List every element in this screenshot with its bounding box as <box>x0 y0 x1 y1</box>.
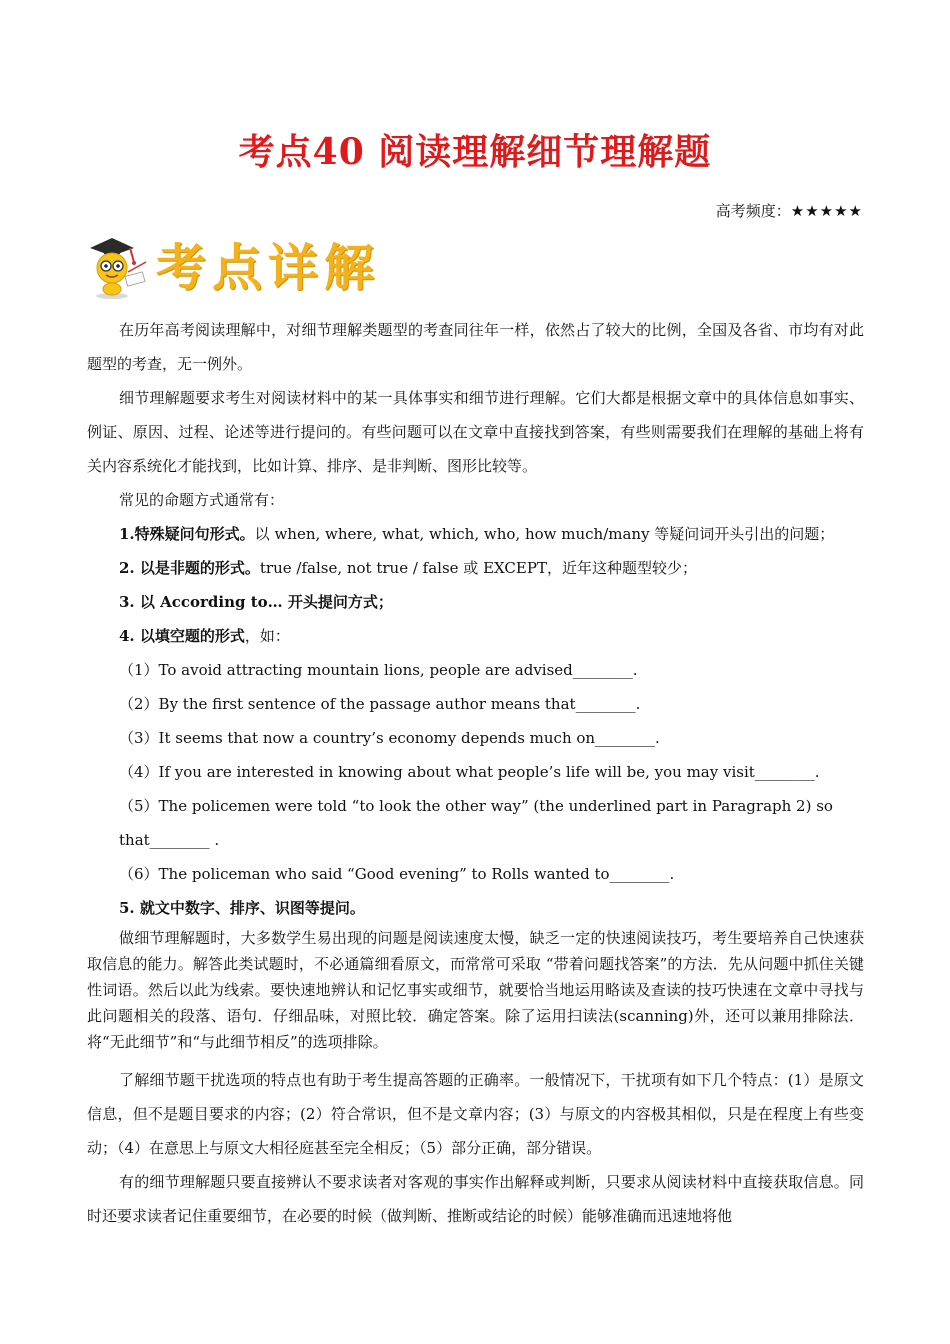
section-banner <box>86 232 406 302</box>
paragraph-intro: 在历年高考阅读理解中，对细节理解类题型的考查同往年一样，依然占了较大的比例，全国及各省、市均有对此题型的考查，无一例外。 <box>87 321 864 373</box>
item-text: ，如： <box>244 627 290 645</box>
scholar-mascot-icon <box>86 234 156 300</box>
item-heading: 4. 以填空题的形式 <box>119 627 245 645</box>
paragraph-common-forms: 常见的命题方式通常有： <box>119 491 285 509</box>
frequency-label: 高考频度： <box>715 202 791 220</box>
list-item <box>87 891 864 925</box>
item-heading: 2. 以是非题的形式。 <box>119 559 260 577</box>
list-item <box>87 585 864 619</box>
item-text: 以 when, where, what, which, who, how much/many 等疑问词开头引出的问题； <box>254 525 835 543</box>
paragraph-direct-recognition: 有的细节理解题只要直接辨认不要求读者对客观的事实作出解释或判断，只要求从阅读材料中直接获取信息。同时还要求读者记住重要细节，在必要的时候（做判断、推断或结论的时候）能够准确而迅速地将他 <box>87 1173 864 1225</box>
list-item <box>87 517 864 551</box>
article-body <box>87 313 864 1233</box>
example-question: （5）The policemen were told “to look the other way” (the underlined part in Paragraph 2) so that________ . <box>119 797 833 849</box>
exam-frequency <box>716 200 863 221</box>
example-question: （2）By the first sentence of the passage author means that________. <box>119 695 641 713</box>
example-question: （6）The policeman who said “Good evening” to Rolls wanted to________. <box>119 865 675 883</box>
item-text: true /false, not true / false 或 EXCEPT，近年这种题型较少； <box>259 559 697 577</box>
paragraph-distractors: 了解细节题干扰选项的特点也有助于考生提高答题的正确率。一般情况下，干扰项有如下几个特点：(1）是原文信息，但不是题目要求的内容；(2）符合常识，但不是文章内容；(3）与原文的内容极其相似，只是在程度上有些变动；（4）在意思上与原文大相径庭甚至完全相反；（5）部分正确，部分错误。 <box>87 1071 864 1157</box>
page-title: 考点40 阅读理解细节理解题 <box>238 131 712 173</box>
item-heading: 1.特殊疑问句形式。 <box>119 525 255 543</box>
list-item <box>87 619 864 653</box>
item-heading: 5. 就文中数字、排序、识图等提问。 <box>119 899 365 917</box>
list-item <box>87 551 864 585</box>
example-question: （1）To avoid attracting mountain lions, people are advised________. <box>119 661 638 679</box>
frequency-stars: ★★★★★ <box>790 202 863 220</box>
banner-heading: 考点详解 <box>156 238 380 297</box>
paragraph-strategy: 做细节理解题时，大多数学生易出现的问题是阅读速度太慢，缺乏一定的快速阅读技巧，考生要培养自己快速获取信息的能力。解答此类试题时，不必通篇细看原文，而常常可采取 “带着问题找答案”的方法．先从问题中抓住关键性词语。然后以此为线索。要快速地辨认和记忆事实或细节，就要恰当地运用略读及查读的技巧快速在文章中寻找与此问题相关的段落、语句．仔细品味，对照比较．确定答案。除了运用扫读法(scanning)外，还可以兼用排除法．将“无此细节”和“与此细节相反”的选项排除。 <box>87 929 864 1051</box>
paragraph-definition: 细节理解题要求考生对阅读材料中的某一具体事实和细节进行理解。它们大都是根据文章中的具体信息如事实、例证、原因、过程、论述等进行提问的。有些问题可以在文章中直接找到答案，有些则需要我们在理解的基础上将有关内容系统化才能找到，比如计算、排序、是非判断、图形比较等。 <box>87 389 864 475</box>
item-heading: 3. 以 According to… 开头提问方式； <box>119 593 393 611</box>
example-question: （4）If you are interested in knowing about what people’s life will be, you may visit________. <box>119 763 820 781</box>
example-question: （3）It seems that now a country’s economy depends much on________. <box>119 729 660 747</box>
